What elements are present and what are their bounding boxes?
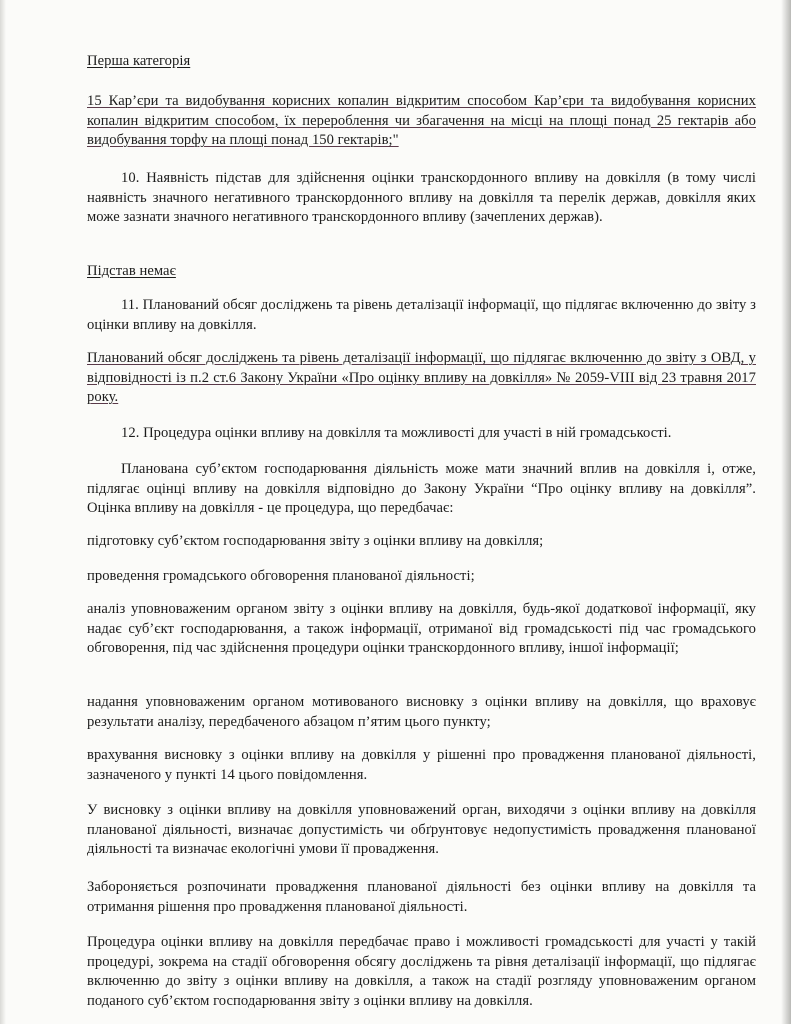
- section-11-answer-paragraph: [87, 349, 756, 408]
- section-12-paragraph: 12. Процедура оцінки впливу на довкілля та можливості для участі в ній громадськості.: [121, 425, 672, 441]
- item-15-text: 15 Кар’єри та видобування корисних копалин відкритим способом Кар’єри та видобування корисних копалин відкритим способом, їх перероблення чи збагачення на місці на площі понад 25 гектарів або видобування торфу на площі понад 150 гектарів;": [87, 93, 756, 148]
- section-11-paragraph: 11. Планований обсяг досліджень та рівень деталізації інформації, що підлягає включенню до звіту з оцінки впливу на довкілля.: [87, 297, 756, 333]
- paragraph-public-participation: Процедура оцінки впливу на довкілля передбачає право і можливості громадськості для участі у такій процедурі, зокрема на стадії обговорення обсягу досліджень та рівня деталізації інформації, що підлягає включенню до звіту з оцінки впливу на довкілля, а також на стадії розгляду уповноваженим органом поданого суб’єктом господарювання звіту з оцінки впливу на довкілля.: [87, 934, 756, 1009]
- paragraph-public-discussion: проведення громадського обговорення планованої діяльності;: [87, 568, 475, 584]
- scan-edge-right: [781, 0, 791, 1024]
- no-grounds-text: Підстав немає: [87, 263, 176, 279]
- paragraph-report-preparation: підготовку суб’єктом господарювання звіту з оцінки впливу на довкілля;: [87, 533, 544, 549]
- paragraph-conclusion: надання уповноваженим органом мотивованого висновку з оцінки впливу на довкілля, що враховує результати аналізу, передбаченого абзацом п’ятим цього пункту;: [87, 694, 756, 730]
- paragraph-decision: врахування висновку з оцінки впливу на довкілля у рішенні про провадження планованої діяльності, зазначеного у пункті 14 цього повідомлення.: [87, 747, 756, 783]
- paragraph-activity-impact: Планована суб’єктом господарювання діяльність може мати значний вплив на довкілля і, отже, підлягає оцінці впливу на довкілля відповідно до Закону України “Про оцінку впливу на довкілля”. Оцінка впливу на довкілля - це процедура, що передбачає:: [87, 461, 756, 516]
- item-15-paragraph: [87, 92, 756, 151]
- paragraph-analysis: аналіз уповноваженим органом звіту з оцінки впливу на довкілля, будь-якої додаткової інформації, яку надає суб’єкт господарювання, а також інформації, отриманої від громадськості під час громадського обговорення, під час здійснення процедури оцінки транскордонного впливу, іншої інформації;: [87, 601, 756, 656]
- first-category-text: Перша категорія: [87, 53, 191, 69]
- section-11-answer-text: Планований обсяг досліджень та рівень деталізації інформації, що підлягає включенню до звіту з ОВД, у відповідності із п.2 ст.6 Закону України «Про оцінку впливу на довкілля» № 2059-VIII від 23 травня 2017 року.: [87, 350, 756, 405]
- scan-edge-left: [0, 0, 6, 1024]
- paragraph-prohibition: Забороняється розпочинати провадження планованої діяльності без оцінки впливу на довкілля та отримання рішення про провадження планованої діяльності.: [87, 879, 756, 915]
- section-10-paragraph: 10. Наявність підстав для здійснення оцінки транскордонного впливу на довкілля (в тому числі наявність значного негативного транскордонного впливу на довкілля та перелік держав, довкілля яких може зазнати значного негативного транскордонного впливу (зачеплених держав).: [87, 170, 756, 225]
- paragraph-authority-conclusion: У висновку з оцінки впливу на довкілля уповноважений орган, виходячи з оцінки впливу на довкілля планованої діяльності, визначає допустимість чи обґрунтовує недопустимість провадження планованої діяльності та визначає екологічні умови її провадження.: [87, 802, 756, 857]
- first-category-heading: [87, 52, 756, 72]
- no-grounds-line: [87, 262, 756, 282]
